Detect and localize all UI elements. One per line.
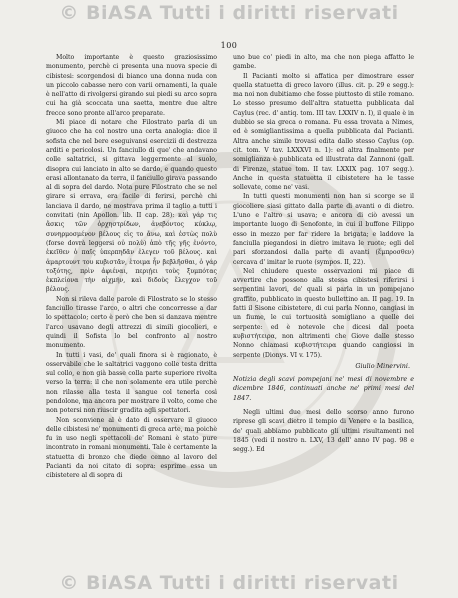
right-paragraph-2: Il Pacianti molto si affatica per dimostrare esser quella statuetta di greco lavoro (illus. cit. p. 29 e segg.): ma noi non dubitiamo che fosse piuttosto di stile romano. Lo stesso presumo dell'altra statuetta pubblicata dal Caylus (rec. d' antiq. tom. III tav. LXXIV n. I), il quale è in dubbio se sia greca o romana. Fu essa trovata a Nimes, ed è somigliantissima a quella pubblicata dal Pacianti. Altra anche simile trovasi edita dallo stesso Caylus (op. cit. tom. V tav. LXXXVI n. 1): ed altra finalmente per somiglianza è pubblicata ed illustrata dal Zannoni (gall. di Firenze, statue tom. II tav. LXXIX pag. 107 segg.). Anche in questa statuetta il cibistetere ha le tasse sollevate, come ne' vasi. xyxy=(233,72,414,192)
right-text-column xyxy=(233,53,414,454)
right-paragraph-3: In tutti questi monumenti non han si scorge se il giocoliere siasi gittato dalla parte di avanti o di dietro. L'uno e l'altro si usava; e ancora di ciò avessi un importante luogo di Senofonte, in cui il buffone Filippo esso in mezzo per far ridere la brigata; e laddove la fanciulla piegandosi in dietro imitava le ruote; egli del pari sforzandosi dalla parte di avanti (ἔμπροσθεν) cercava d' imitar le ruote (sympos. II, 22). xyxy=(233,193,414,266)
left-text-column xyxy=(46,53,217,481)
author-signature: Giulio Minervini. xyxy=(355,361,410,370)
page-number: 100 xyxy=(220,41,238,50)
bottom-watermark-banner: © BiASA Tutti i diritti riservati xyxy=(59,572,399,594)
left-paragraph-5: Non sconviene al è dato di osservare il giuoco delle cibistesi ne' monumenti di greca arte, ma poichè fu in uso negli spettacoli de' Romani è stato pure incontrato in romani monumenti. Tale è certamente la statuetta di bronzo che diede cenno al lavoro del Pacianti da noi citato di sopra: esprime essa un cibistetere al di sopra di xyxy=(46,416,217,480)
right-paragraph-1: uno bue co' piedi in alto, ma che non piega affatto le gambe. xyxy=(233,54,414,71)
right-paragraph-5: Negli ultimi due mesi dello scorso anno furono riprese gli scavi dietro il tempio di Venere e la basilica, de' quali abbiamo pubblicato gli ultimi risultamenti nel 1845 (vedi il nostro n. LXV, 13 dell' anno IV pag. 98 e segg.). Ed xyxy=(233,408,414,454)
section-heading: Notizia degli scavi pompejani ne' mesi di novembre e dicembre 1846, continuati anche ne' primi mesi del 1847. xyxy=(233,375,414,402)
left-paragraph-3: Non si rileva dalle parole di Filostrato se lo stesso fanciullo tirasse l'arco, o altri che concorresse a dar lo spettacolo; certo è però che ben si danzava mentre l'arco usavano degli attrezzi di simili giocolieri, e quindi il Sofista lo bel confronto al nostro monumento. xyxy=(46,295,217,350)
left-paragraph-2: Mi piace di notare che Filostrato parla di un giuoco che ha col nostro una certa analogia: dice il sofista che nel bere eseguivansi esercizii di destrezza arditi e pericolosi. Un fanciullo di que' che andavano colle saltatrici, si gittava leggermente al suolo, disopra cui lanciato in alto se dardo, e quando questo erasi allontanato da terra, il fanciullo girava passando al di sopra del dardo. Nota pure Filostrato che se nel girare si errava, era facile di ferirsi, perchè chi lanciava il dardo, ne mostrava prima il taglio a tutti i convitati (nin Apollon. lib. II cap. 28): καὶ γάρ τις ἄσκις τῶν ὀρχηστρίδων, ἀνεβόντος κύκλῳ, συνηρμοσμένον βέλους εἰς το ἄνω, καὶ ἐστὼς πολὺ (forse dovrà leggersi οὐ πολὺ) ἀπὸ τῆς γῆς ἐνόντο, ἐκεῖθεν ὁ παῖς ὑπερπηδᾶν ἐλεγεν τοῦ βέλους. καὶ ἁμαρτουντ του κυβιστᾶν, ἑτοιμα ἦν βεβλῆσθαι, ὁ γάρ τοξότης, πρὶν ἀφιέναι, περιῄει τοὺς ξυμπότας ἐκπλείονα τὴν αἰχμήν, καὶ διδοὺς ἔλεγχον τοῦ βέλους. xyxy=(46,119,217,294)
left-paragraph-1: Molto importante è questo graziosissimo monumento, perchè ci presenta una nuova specie di cibistesi: scorgendosi di bianco una donna nuda con un piccolo cabasse nero con varii ornamenti, la quale è nell'atto di rivolgersi girando sui piedi su arco sopra cui ha già scoccata una saetta, mentre due altre frecce sono pronte all'arco preparate. xyxy=(46,54,217,117)
right-paragraph-4: Nel chiudere queste osservazioni mi piace di avvertire che possono alla stessa cibistesi riferirsi i serpentini lavori, de' quali si parla in un pompejano graffito, pubblicato in questo bullettino an. II pag. 19. In fatti il Sisone cibistetere, di cui parla Nonno, cangiasi in un fiume, le cui tortuosità somigliano a quelle dei serpente: ed è notevole che dicesi dal poeta κυβιστήτειρα, non altrimenti che Giove dalle stesso Nonno chiamasi κυβιστήτειρα quando cangiossi in serpente (Dionys. VI v. 175). xyxy=(233,267,414,359)
left-paragraph-4: In tutti i vasi, de' quali finora si è ragionato, è osservabile che le saltatrici vaggono colle testa dritta sul collo, e non già basse colla parte superiore rivolta verso la terra: il che non solamente era utile perchè non rilasse alla testa il sangue col tenerla così pendolone, ma ancora per mostrare il volto, come che non potersi non riuscir gradita agli spettatori. xyxy=(46,351,217,415)
top-watermark-banner: © BiASA Tutti i diritti riservati xyxy=(59,2,399,24)
